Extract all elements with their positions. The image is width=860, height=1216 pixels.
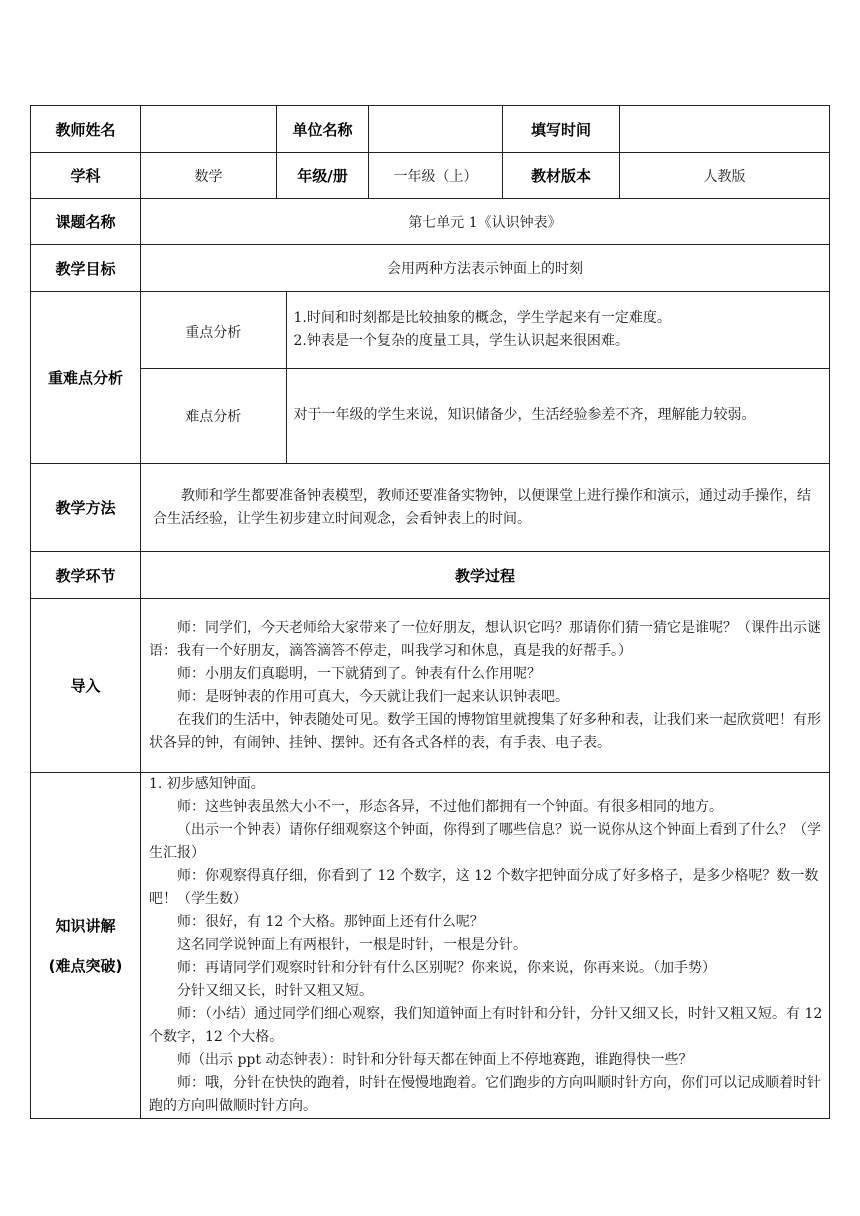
- goal-value: 会用两种方法表示钟面上的时刻: [141, 245, 830, 292]
- unit-name-value: [369, 106, 503, 153]
- fill-time-value: [620, 106, 830, 153]
- grade-label: 年级/册: [277, 153, 369, 199]
- fill-time-label: 填写时间: [503, 106, 620, 153]
- process-header-row: [31, 552, 830, 599]
- key-point-line-1: 1.时间和时刻都是比较抽象的概念，学生学起来有一定难度。: [293, 309, 671, 326]
- knowledge-paragraph: 师（出示 ppt 动态钟表）：时针和分针每天都在钟面上不停地赛跑，谁跑得快一些？: [177, 1052, 693, 1068]
- analysis-inner-table: [141, 292, 829, 463]
- knowledge-paragraph: 师：你观察得真仔细，你看到了 12 个数字，这 12 个数字把钟面分成了好多格子，是多少格呢？数一数吧！（学生数）: [149, 868, 819, 907]
- stage-header: 教学环节: [31, 552, 141, 599]
- intro-label: 导入: [31, 599, 141, 773]
- difficulty-content: 对于一年级的学生来说，知识储备少，生活经验参差不齐，理解能力较弱。: [286, 368, 829, 463]
- subject-row: [31, 153, 830, 199]
- goal-label: 教学目标: [31, 245, 141, 292]
- intro-paragraph: 师：是呀钟表的作用可真大，今天就让我们一起来认识钟表吧。: [177, 688, 569, 705]
- intro-paragraph: 师：小朋友们真聪明，一下就猜到了。钟表有什么作用呢？: [177, 665, 541, 682]
- subject-label: 学科: [31, 153, 141, 199]
- knowledge-label-line-2: (难点突破): [48, 956, 123, 975]
- lesson-plan-table: [30, 105, 830, 1119]
- knowledge-paragraph: 师：很好，有 12 个大格。那钟面上还有什么呢？: [177, 914, 484, 930]
- intro-paragraph: 在我们的生活中，钟表随处可见。数学王国的博物馆里就搜集了好多种和表，让我们来一起欣赏吧！有形状各异的钟，有闹钟、挂钟、摆钟。还有各式各样的表，有手表、电子表。: [149, 711, 821, 751]
- goal-row: [31, 245, 830, 292]
- knowledge-paragraph: 师：再请同学们观察时针和分针有什么区别呢？你来说，你来说，你再来说。（加手势）: [177, 960, 716, 976]
- knowledge-paragraph: （出示一个钟表）请你仔细观察这个钟面，你得到了哪些信息？说一说你从这个钟面上看到了什么？（学生汇报）: [149, 822, 821, 861]
- analysis-content: [141, 292, 830, 464]
- intro-row: [31, 599, 830, 773]
- edition-label: 教材版本: [503, 153, 620, 199]
- method-text: 教师和学生都要准备钟表模型，教师还要准备实物钟，以便课堂上进行操作和演示，通过动手操作，结合生活经验，让学生初步建立时间观念，会看钟表上的时间。: [153, 487, 811, 527]
- topic-row: [31, 199, 830, 245]
- teacher-name-value: [141, 106, 277, 153]
- key-points-label: 重点分析: [141, 292, 286, 368]
- method-row: [31, 464, 830, 552]
- knowledge-content: [141, 773, 830, 1119]
- knowledge-row: [31, 773, 830, 1119]
- knowledge-label: [31, 773, 141, 1119]
- intro-paragraph: 师：同学们，今天老师给大家带来了一位好朋友，想认识它吗？那请你们猜一猜它是谁呢？（课件出示谜语：我有一个好朋友，滴答滴答不停走，叫我学习和休息，真是我的好帮手。）: [149, 619, 821, 659]
- header-row: [31, 106, 830, 153]
- knowledge-paragraph: 师：哦，分针在快快的跑着，时针在慢慢地跑着。它们跑步的方向叫顺时针方向，你们可以记成顺着时针跑的方向叫做顺时针方向。: [149, 1075, 821, 1114]
- knowledge-first-line: 1. 初步感知钟面。: [149, 776, 265, 792]
- method-content: [141, 464, 830, 552]
- key-point-line-2: 2.钟表是一个复杂的度量工具，学生认识起来很困难。: [293, 332, 629, 349]
- grade-value: 一年级（上）: [369, 153, 503, 199]
- teacher-name-label: 教师姓名: [31, 106, 141, 153]
- difficulty-label: 难点分析: [185, 408, 242, 425]
- unit-name-label: 单位名称: [277, 106, 369, 153]
- knowledge-paragraph: 这名同学说钟面上有两根针，一根是时针，一根是分针。: [177, 937, 527, 953]
- analysis-row: [31, 292, 830, 464]
- method-label: 教学方法: [31, 464, 141, 552]
- knowledge-paragraph: 分针又细又长，时针又粗又短。: [177, 983, 373, 999]
- subject-value: 数学: [141, 153, 277, 199]
- analysis-label: 重难点分析: [31, 292, 141, 464]
- key-points-content: [286, 292, 829, 368]
- intro-content: [141, 599, 830, 773]
- edition-value: 人教版: [620, 153, 830, 199]
- topic-value: 第七单元 1《认识钟表》: [141, 199, 830, 245]
- process-header: 教学过程: [141, 552, 830, 599]
- topic-label: 课题名称: [31, 199, 141, 245]
- knowledge-paragraph: 师：（小结）通过同学们细心观察，我们知道钟面上有时针和分针，分针又细又长，时针又粗又短。有 12 个数字，12 个大格。: [149, 1006, 823, 1045]
- knowledge-paragraph: 师：这些钟表虽然大小不一，形态各异，不过他们都拥有一个钟面。有很多相同的地方。: [177, 799, 723, 815]
- knowledge-label-line-1: 知识讲解: [55, 916, 116, 935]
